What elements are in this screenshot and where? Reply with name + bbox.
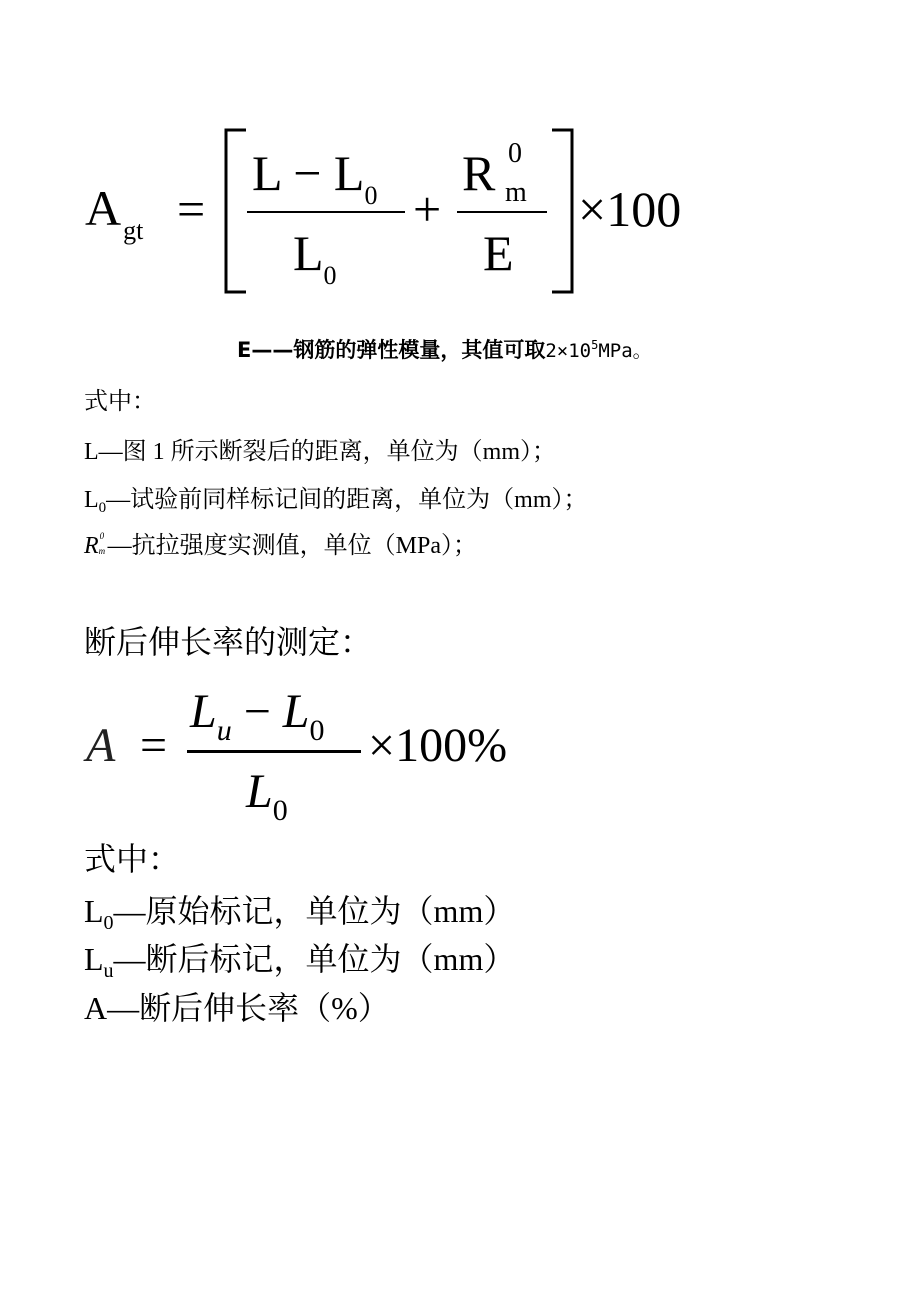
defs2-heading: 式中： <box>84 841 181 877</box>
left-bracket-icon <box>220 128 250 294</box>
defs1-line-L0: $L_0—$试验前同样标记间的距离，单位为（mm）； <box>84 487 588 516</box>
formula2-bar <box>187 750 361 753</box>
defs1-line-Rm: R 0 m —抗拉强度实测值，单位（MPa）； <box>84 531 478 559</box>
formula2-times: ×100% <box>368 719 508 772</box>
formula1-times: ×100 <box>578 181 682 237</box>
formula1-equals: = <box>177 181 206 237</box>
formula2-lhs: A <box>86 719 116 772</box>
defs2-line-Lu: $L_u—$断后标记，单位为（mm） <box>84 941 516 982</box>
defs1-line-L: L—图 1 所示断裂后的距离，单位为（mm）； <box>84 439 556 465</box>
fraction1-bar <box>247 211 405 213</box>
fraction2-sub: m <box>505 177 527 208</box>
section2-title: 断后伸长率的测定： <box>84 624 373 660</box>
fraction1-numerator: $L - L_0$ <box>252 145 378 210</box>
fraction1-denominator: $L_0$ <box>293 225 337 290</box>
right-bracket-icon <box>548 128 578 294</box>
defs2-line-A: A—断后伸长率（%） <box>84 990 390 1026</box>
modulus-note: E——钢筋的弹性模量，其值可取$2\times 10^5MPa$。 <box>237 338 652 362</box>
fraction2-denominator: E <box>483 225 514 281</box>
formula2-equals: = <box>140 719 168 772</box>
formula2-denominator: $L_0$ <box>246 765 288 827</box>
defs2-line-L0: $L_0—$原始标记，单位为（mm） <box>84 893 516 934</box>
formula1-lhs: $A_{gt}$ <box>85 180 144 245</box>
defs1-heading: 式中： <box>84 389 156 415</box>
fraction2-sup: 0 <box>508 138 522 169</box>
formula1-plus: + <box>413 181 442 237</box>
formula2-numerator: $L_u - L_0$ <box>190 685 325 747</box>
fraction2-numerator: R <box>462 145 496 201</box>
fraction2-bar <box>457 211 547 213</box>
